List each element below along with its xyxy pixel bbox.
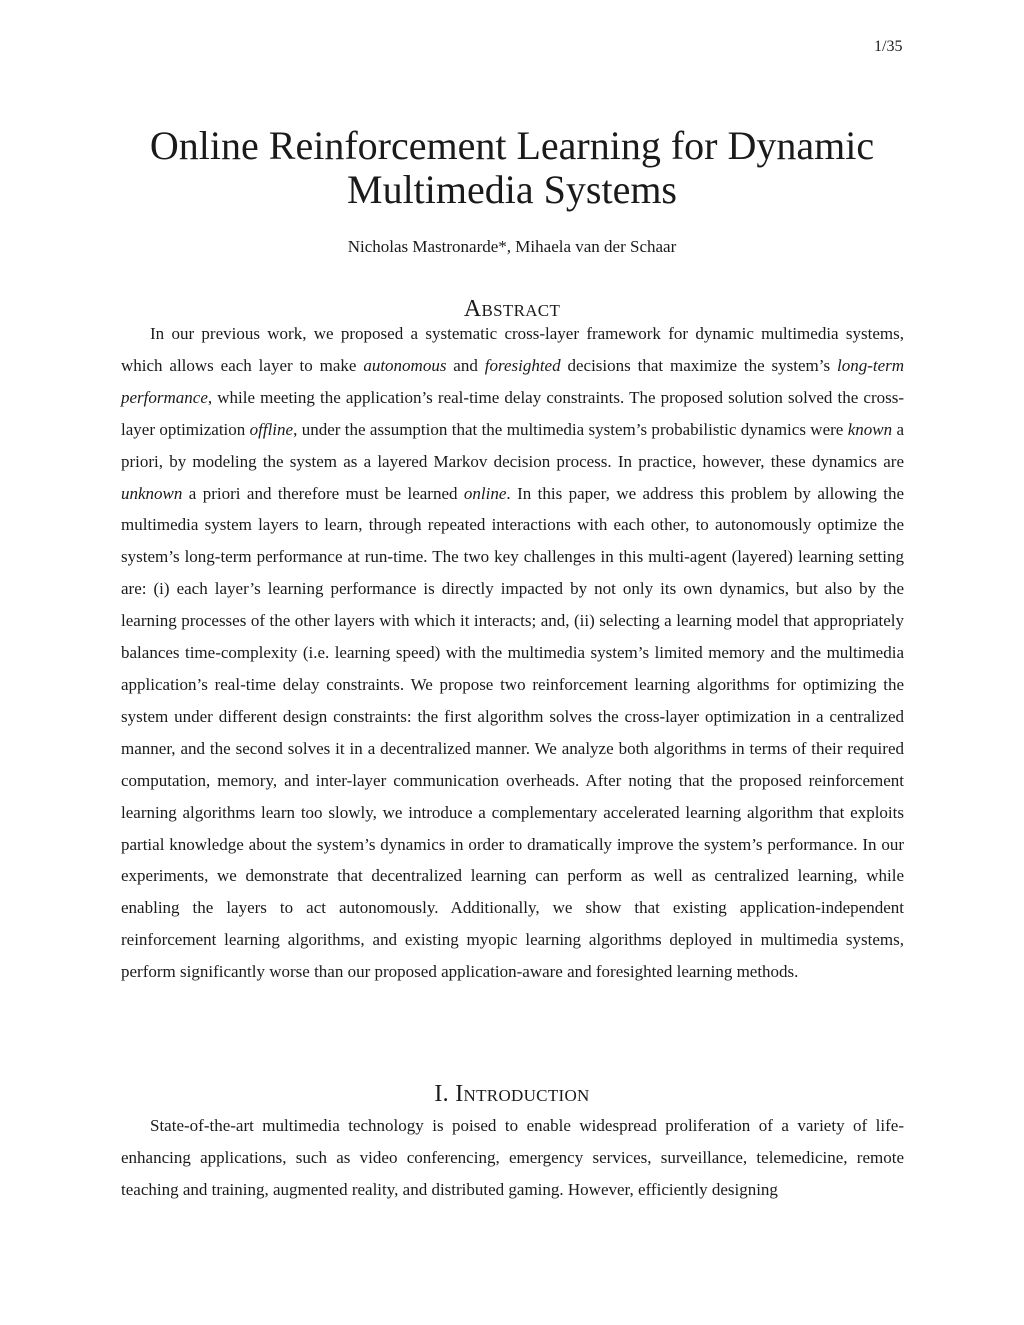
- abstract-emphasis: offline: [249, 419, 294, 439]
- abstract-text-segment: , while meeting the application’s real-time delay constraints. The proposed solution solved the cross-layer optimization: [121, 387, 904, 439]
- abstract-text-segment: and: [446, 355, 485, 375]
- abstract-text-segment: In our previous work, we proposed a systematic cross-layer framework for dynamic multimedia systems, which allows each layer to make: [121, 324, 904, 375]
- abstract-heading: Abstract: [463, 296, 561, 322]
- abstract-paragraph: [121, 318, 904, 988]
- author-list: Nicholas Mastronarde*, Mihaela van der Schaar: [347, 237, 677, 256]
- abstract-text-segment: decisions that maximize the system’s: [560, 355, 837, 375]
- abstract-text-segment: a priori and therefore must be learned: [182, 483, 464, 503]
- abstract-emphasis: online: [463, 483, 507, 503]
- introduction-heading: I. Introduction: [434, 1081, 590, 1107]
- abstract-emphasis: long-term performance: [121, 355, 905, 407]
- paper-title-line-2: Multimedia Systems: [347, 167, 677, 212]
- abstract-emphasis: foresighted: [484, 355, 561, 375]
- abstract-emphasis: known: [847, 419, 893, 439]
- paper-title-line-1: Online Reinforcement Learning for Dynamic: [149, 123, 875, 168]
- abstract-emphasis: unknown: [121, 483, 183, 503]
- abstract-text-segment: , under the assumption that the multimedia system’s probabilistic dynamics were: [293, 419, 848, 439]
- abstract-text-segment: . In this paper, we address this problem by allowing the multimedia system layers to learn, through repeated interactions with each other, to autonomously optimize the system’s long-term performance at run-time. The two key challenges in this multi-agent (layered) learning setting are: (i) each layer’s learning performance is directly impacted by not only its own dynamics, but also by the learning processes of the other layers with which it interacts; and, (ii) selecting a learning model that appropriately balances time-complexity (i.e. learning speed) with the multimedia system’s limited memory and the multimedia application’s real-time delay constraints. We propose two reinforcement learning algorithms for optimizing the system under different design constraints: the first algorithm solves the cross-layer optimization in a centralized manner, and the second solves it in a decentralized manner. We analyze both algorithms in terms of their required computation, memory, and inter-layer communication overheads. After noting that the proposed reinforcement learning algorithms learn too slowly, we introduce a complementary accelerated learning algorithm that exploits partial knowledge about the system’s dynamics in order to dramatically improve the system’s performance. In our experiments, we demonstrate that decentralized learning can perform as well as centralized learning, while enabling the layers to act autonomously. Additionally, we show that existing application-independent reinforcement learning algorithms, and existing myopic learning algorithms deployed in multimedia systems, perform significantly worse than our proposed application-aware and foresighted learning methods.: [121, 483, 904, 982]
- paper-title: [0, 124, 1024, 212]
- abstract-text-segment: a priori, by modeling the system as a layered Markov decision process. In practice, however, these dynamics are: [121, 419, 905, 471]
- page-number: 1/35: [874, 38, 903, 55]
- introduction-paragraph: State-of-the-art multimedia technology is poised to enable widespread proliferation of a variety of life-enhancing applications, such as video conferencing, emergency services, surveillance, telemedicine, remote teaching and training, augmented reality, and distributed gaming. However, efficiently designing: [121, 1116, 904, 1199]
- abstract-emphasis: autonomous: [363, 355, 447, 375]
